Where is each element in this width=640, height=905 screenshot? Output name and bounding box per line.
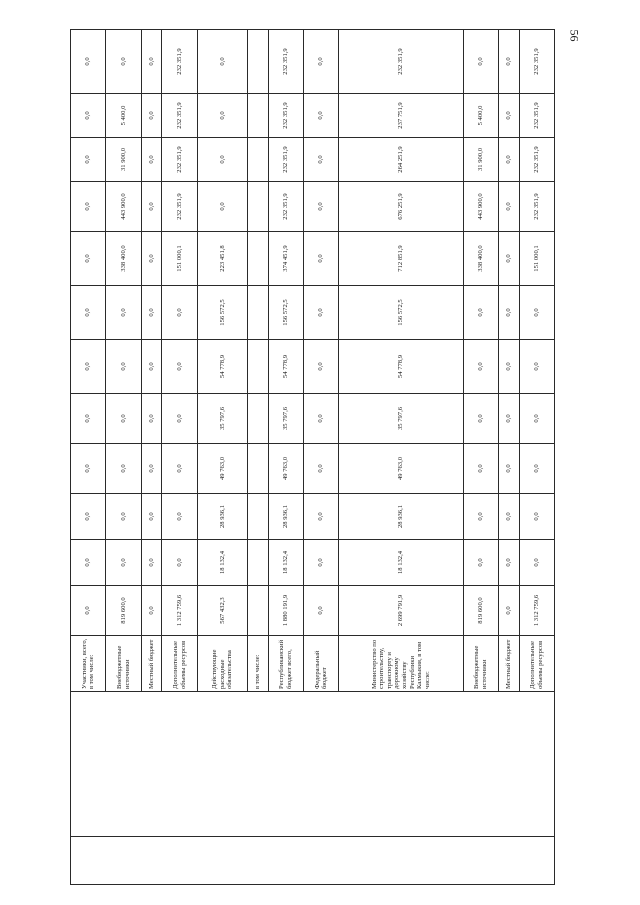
- value-cell: 0,0: [162, 286, 197, 340]
- value-cell: 0,0: [304, 444, 339, 494]
- value-cell: 5 400,0: [106, 94, 141, 138]
- value-cell: 0,0: [304, 138, 339, 182]
- value-cell: 237 751,9: [339, 94, 463, 138]
- empty-index-cell: [71, 837, 555, 885]
- value-cell: 232 351,9: [162, 30, 197, 94]
- value-cell: 0,0: [519, 540, 554, 586]
- value-cell: 232 351,9: [519, 30, 554, 94]
- value-cell: 0,0: [141, 30, 162, 94]
- value-cell: 232 351,9: [268, 138, 303, 182]
- value-cell: 0,0: [141, 494, 162, 540]
- value-cell: 0,0: [463, 394, 498, 444]
- table-body: [71, 30, 555, 885]
- value-cell: 374 451,9: [268, 232, 303, 286]
- value-cell: 0,0: [106, 494, 141, 540]
- value-cell: 31 900,0: [463, 138, 498, 182]
- value-cell: 0,0: [498, 138, 519, 182]
- value-cell: 49 763,0: [197, 444, 247, 494]
- value-cell: [248, 394, 269, 444]
- row-label: Республиканский бюджет всего,: [268, 636, 303, 692]
- value-cell: 0,0: [498, 182, 519, 232]
- value-cell: 232 351,9: [268, 182, 303, 232]
- value-cell: 232 351,9: [268, 94, 303, 138]
- value-cell: 0,0: [498, 340, 519, 394]
- row-label: Внебюджетные источники: [106, 636, 141, 692]
- value-cell: 28 936,1: [339, 494, 463, 540]
- value-cell: 0,0: [519, 394, 554, 444]
- value-cell: 819 600,0: [463, 586, 498, 636]
- value-cell: 0,0: [71, 94, 106, 138]
- value-cell: 443 900,0: [463, 182, 498, 232]
- value-cell: 0,0: [141, 394, 162, 444]
- value-cell: 18 132,4: [197, 540, 247, 586]
- value-cell: 232 351,9: [519, 94, 554, 138]
- value-cell: 0,0: [498, 444, 519, 494]
- value-cell: 0,0: [71, 586, 106, 636]
- value-cell: [248, 586, 269, 636]
- value-cell: [248, 30, 269, 94]
- row-label: Федеральный бюджет: [304, 636, 339, 692]
- value-cell: 0,0: [463, 494, 498, 540]
- value-cell: 712 851,9: [339, 232, 463, 286]
- value-cell: 0,0: [162, 494, 197, 540]
- value-cell: 35 797,6: [268, 394, 303, 444]
- value-cell: 0,0: [71, 540, 106, 586]
- value-cell: 54 778,9: [339, 340, 463, 394]
- value-cell: 0,0: [519, 444, 554, 494]
- value-cell: 0,0: [71, 286, 106, 340]
- value-cell: 54 778,9: [268, 340, 303, 394]
- value-cell: [248, 232, 269, 286]
- value-cell: 35 797,6: [197, 394, 247, 444]
- value-cell: 0,0: [304, 494, 339, 540]
- value-cell: 0,0: [304, 286, 339, 340]
- value-cell: 0,0: [141, 444, 162, 494]
- value-cell: 0,0: [197, 30, 247, 94]
- value-cell: [248, 286, 269, 340]
- value-cell: 0,0: [304, 30, 339, 94]
- value-cell: 232 351,9: [519, 182, 554, 232]
- value-cell: 0,0: [162, 340, 197, 394]
- value-cell: 0,0: [498, 586, 519, 636]
- value-cell: 31 900,0: [106, 138, 141, 182]
- value-cell: 0,0: [162, 444, 197, 494]
- value-cell: 232 351,9: [339, 30, 463, 94]
- table-row: [71, 30, 106, 885]
- value-cell: [248, 340, 269, 394]
- value-cell: 0,0: [498, 494, 519, 540]
- value-cell: 0,0: [498, 540, 519, 586]
- value-cell: 49 763,0: [268, 444, 303, 494]
- value-cell: 0,0: [304, 94, 339, 138]
- value-cell: 0,0: [463, 340, 498, 394]
- rotated-table-page: [70, 30, 555, 885]
- value-cell: 0,0: [71, 182, 106, 232]
- value-cell: [248, 494, 269, 540]
- value-cell: 18 132,4: [339, 540, 463, 586]
- value-cell: 0,0: [498, 286, 519, 340]
- row-label: Местный бюджет: [141, 636, 162, 692]
- value-cell: 264 251,9: [339, 138, 463, 182]
- value-cell: 338 400,0: [106, 232, 141, 286]
- value-cell: 0,0: [71, 30, 106, 94]
- value-cell: 0,0: [141, 586, 162, 636]
- value-cell: 0,0: [141, 232, 162, 286]
- value-cell: 0,0: [463, 444, 498, 494]
- empty-name-cell: [71, 692, 555, 837]
- row-label: Действующие расходные обязательства: [197, 636, 247, 692]
- value-cell: [248, 94, 269, 138]
- value-cell: [248, 540, 269, 586]
- value-cell: 2 699 791,9: [339, 586, 463, 636]
- value-cell: [248, 444, 269, 494]
- value-cell: 0,0: [71, 494, 106, 540]
- value-cell: 156 572,5: [268, 286, 303, 340]
- value-cell: 676 251,9: [339, 182, 463, 232]
- value-cell: 0,0: [304, 540, 339, 586]
- value-cell: 18 132,4: [268, 540, 303, 586]
- value-cell: 0,0: [519, 494, 554, 540]
- value-cell: 35 797,6: [339, 394, 463, 444]
- value-cell: 0,0: [106, 286, 141, 340]
- page-number: 56: [567, 29, 582, 42]
- value-cell: 0,0: [519, 286, 554, 340]
- value-cell: 0,0: [141, 540, 162, 586]
- value-cell: 0,0: [197, 138, 247, 182]
- value-cell: 0,0: [304, 232, 339, 286]
- value-cell: 1 312 759,6: [162, 586, 197, 636]
- value-cell: [248, 138, 269, 182]
- value-cell: 49 763,0: [339, 444, 463, 494]
- value-cell: 0,0: [498, 394, 519, 444]
- row-label: Министерство по строительству, транспорту и дорожному хозяйству Республики Калмыкия, в том числе:: [339, 636, 463, 692]
- value-cell: 0,0: [304, 182, 339, 232]
- value-cell: 0,0: [106, 394, 141, 444]
- value-cell: 0,0: [71, 232, 106, 286]
- row-label: Участники, всего, в том числе:: [71, 636, 106, 692]
- value-cell: 0,0: [106, 340, 141, 394]
- budget-table: [70, 29, 555, 885]
- value-cell: 0,0: [197, 94, 247, 138]
- value-cell: 0,0: [304, 340, 339, 394]
- value-cell: 0,0: [141, 94, 162, 138]
- value-cell: 156 572,5: [339, 286, 463, 340]
- value-cell: 151 000,1: [162, 232, 197, 286]
- value-cell: 0,0: [141, 340, 162, 394]
- value-cell: 0,0: [463, 286, 498, 340]
- value-cell: 0,0: [463, 30, 498, 94]
- value-cell: 156 572,5: [197, 286, 247, 340]
- value-cell: 232 351,9: [162, 94, 197, 138]
- value-cell: 0,0: [162, 540, 197, 586]
- value-cell: 0,0: [463, 540, 498, 586]
- row-label: в том числе:: [248, 636, 269, 692]
- value-cell: 0,0: [71, 394, 106, 444]
- value-cell: 0,0: [498, 30, 519, 94]
- value-cell: 232 351,9: [162, 182, 197, 232]
- value-cell: 0,0: [71, 444, 106, 494]
- value-cell: 0,0: [498, 94, 519, 138]
- value-cell: 0,0: [106, 444, 141, 494]
- value-cell: 0,0: [197, 182, 247, 232]
- value-cell: 223 451,8: [197, 232, 247, 286]
- value-cell: 0,0: [141, 286, 162, 340]
- value-cell: 0,0: [106, 540, 141, 586]
- value-cell: 567 432,3: [197, 586, 247, 636]
- row-label: Дополнительные объемы ресурсов: [162, 636, 197, 692]
- value-cell: 819 600,0: [106, 586, 141, 636]
- value-cell: 28 936,1: [268, 494, 303, 540]
- value-cell: 1 880 191,9: [268, 586, 303, 636]
- value-cell: 0,0: [498, 232, 519, 286]
- value-cell: 0,0: [71, 138, 106, 182]
- value-cell: 0,0: [519, 340, 554, 394]
- value-cell: 1 312 759,6: [519, 586, 554, 636]
- row-label: Местный бюджет: [498, 636, 519, 692]
- value-cell: 151 000,1: [519, 232, 554, 286]
- value-cell: [248, 182, 269, 232]
- value-cell: 28 936,1: [197, 494, 247, 540]
- row-label: Дополнительные объемы ресурсов: [519, 636, 554, 692]
- value-cell: 54 778,9: [197, 340, 247, 394]
- value-cell: 0,0: [162, 394, 197, 444]
- row-label: Внебюджетные источники: [463, 636, 498, 692]
- value-cell: 0,0: [71, 340, 106, 394]
- value-cell: 443 900,0: [106, 182, 141, 232]
- value-cell: 232 351,9: [268, 30, 303, 94]
- value-cell: 0,0: [141, 138, 162, 182]
- value-cell: 0,0: [106, 30, 141, 94]
- value-cell: 232 351,9: [519, 138, 554, 182]
- value-cell: 0,0: [141, 182, 162, 232]
- value-cell: 0,0: [304, 586, 339, 636]
- value-cell: 5 400,0: [463, 94, 498, 138]
- value-cell: 232 351,9: [162, 138, 197, 182]
- value-cell: 0,0: [304, 394, 339, 444]
- value-cell: 338 400,0: [463, 232, 498, 286]
